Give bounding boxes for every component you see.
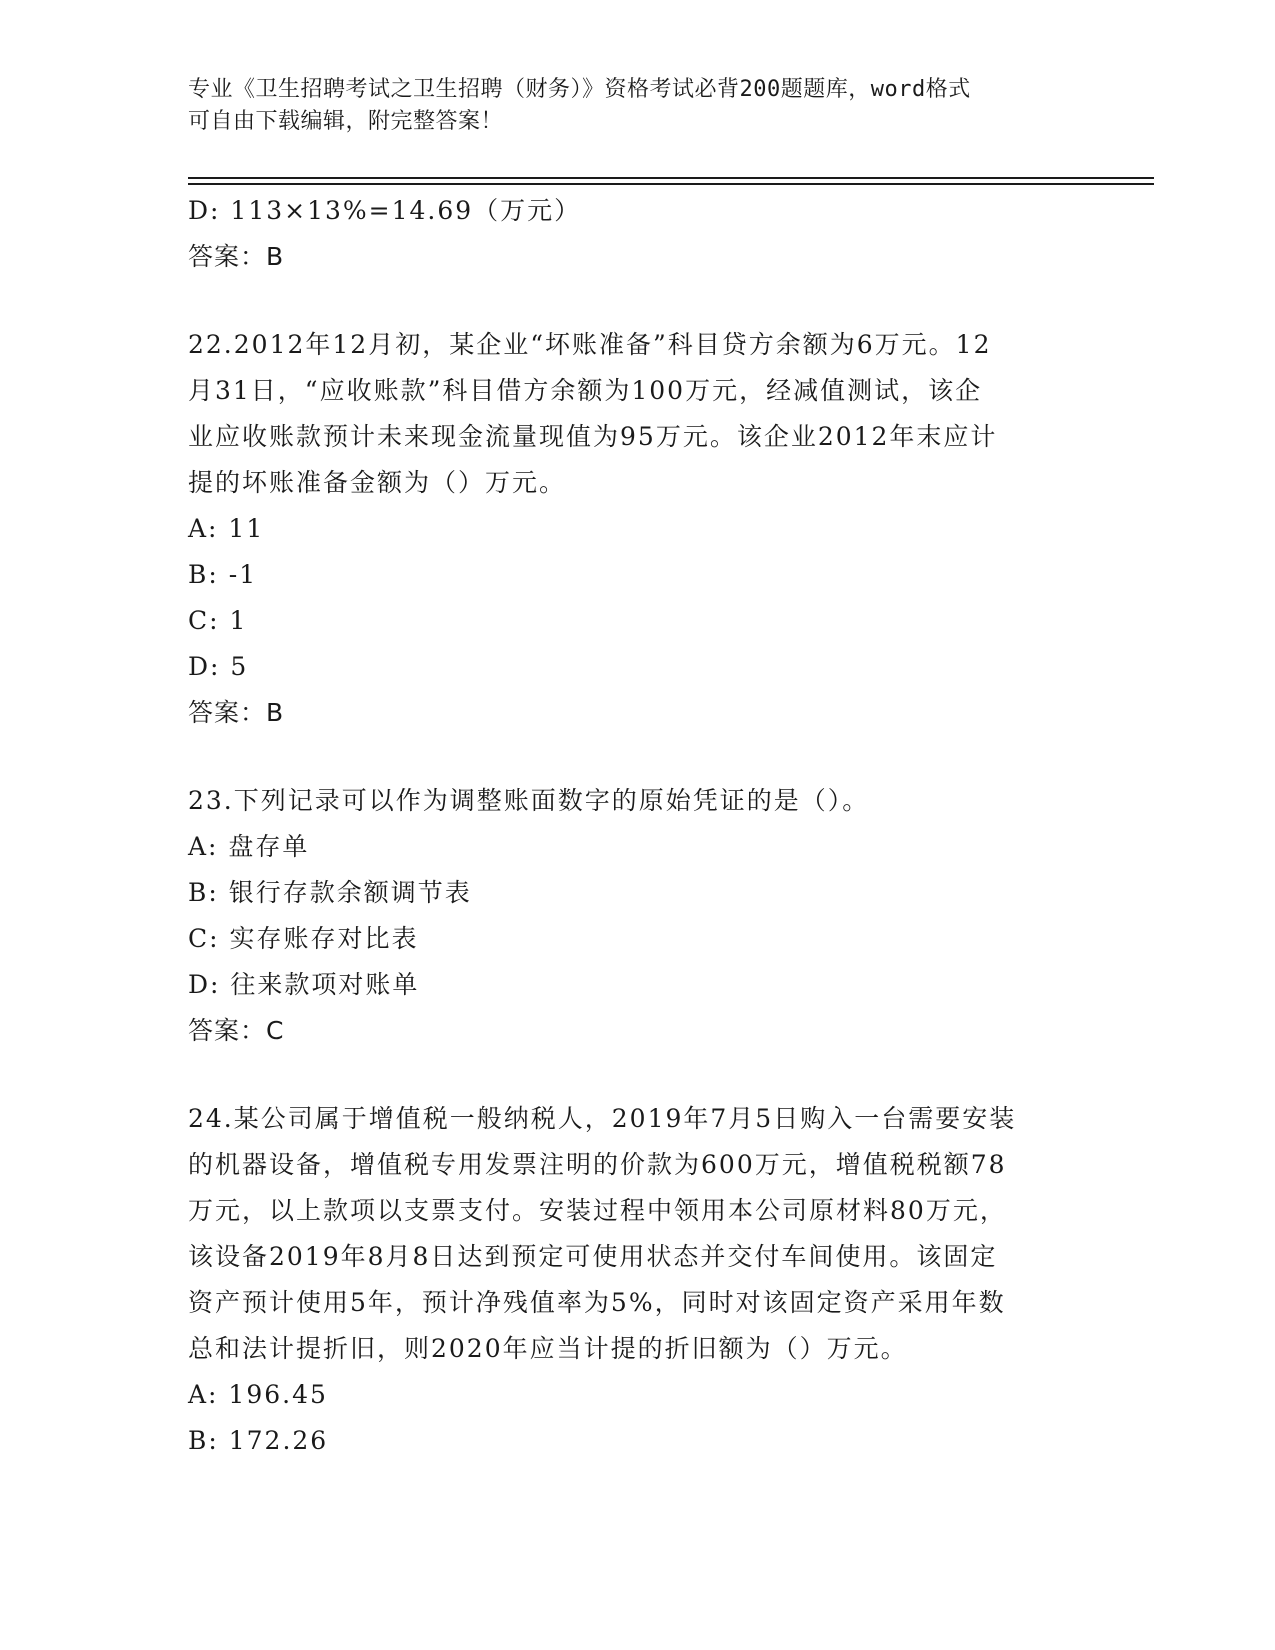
header-line-2: 可自由下载编辑，附完整答案！	[188, 109, 504, 134]
question-stem-line: 该设备2019年8月8日达到预定可使用状态并交付车间使用。该固定	[188, 1242, 998, 1271]
question-24	[188, 1096, 1088, 1464]
option-a: A: 盘存单	[188, 832, 310, 861]
question-stem-line: 24.某公司属于增值税一般纳税人，2019年7月5日购入一台需要安装	[188, 1104, 1017, 1133]
option-c: C: 1	[188, 606, 248, 635]
option-c: C: 实存账存对比表	[188, 924, 419, 953]
option-a: A: 196.45	[188, 1380, 328, 1409]
header-rule-top	[188, 177, 1154, 179]
answer: 答案：B	[188, 698, 285, 727]
option-d: D: 往来款项对账单	[188, 970, 420, 999]
question-stem-line: 总和法计提折旧，则2020年应当计提的折旧额为（）万元。	[188, 1334, 908, 1363]
option-b: B: -1	[188, 560, 258, 589]
option-d: D: 113×13%=14.69（万元）	[188, 196, 582, 225]
question-stem-line: 提的坏账准备金额为（）万元。	[188, 468, 567, 497]
question-stem-line: 23.下列记录可以作为调整账面数字的原始凭证的是（）。	[188, 786, 870, 815]
option-a: A: 11	[188, 514, 265, 543]
header-line-1: 专业《卫生招聘考试之卫生招聘（财务）》资格考试必背200题题库，word格式	[188, 77, 971, 102]
question-stem-line: 月31日，“应收账款”科目借方余额为100万元，经减值测试，该企	[188, 376, 983, 405]
header-rule-bottom	[188, 183, 1154, 185]
option-b: B: 172.26	[188, 1426, 329, 1455]
question-stem-line: 业应收账款预计未来现金流量现值为95万元。该企业2012年末应计	[188, 422, 998, 451]
answer: 答案：B	[188, 242, 285, 271]
question-23	[188, 778, 1088, 1054]
question-21	[188, 188, 1088, 280]
option-d: D: 5	[188, 652, 249, 681]
document-body	[188, 188, 1088, 1464]
option-b: B: 银行存款余额调节表	[188, 878, 472, 907]
document-header	[188, 74, 1068, 138]
question-stem-line: 万元，以上款项以支票支付。安装过程中领用本公司原材料80万元，	[188, 1196, 1007, 1225]
question-22	[188, 322, 1088, 736]
question-stem-line: 资产预计使用5年，预计净残值率为5%，同时对该固定资产采用年数	[188, 1288, 1006, 1317]
answer: 答案：C	[188, 1016, 285, 1045]
question-stem-line: 22.2012年12月初，某企业“坏账准备”科目贷方余额为6万元。12	[188, 330, 992, 359]
question-stem-line: 的机器设备，增值税专用发票注明的价款为600万元，增值税税额78	[188, 1150, 1007, 1179]
